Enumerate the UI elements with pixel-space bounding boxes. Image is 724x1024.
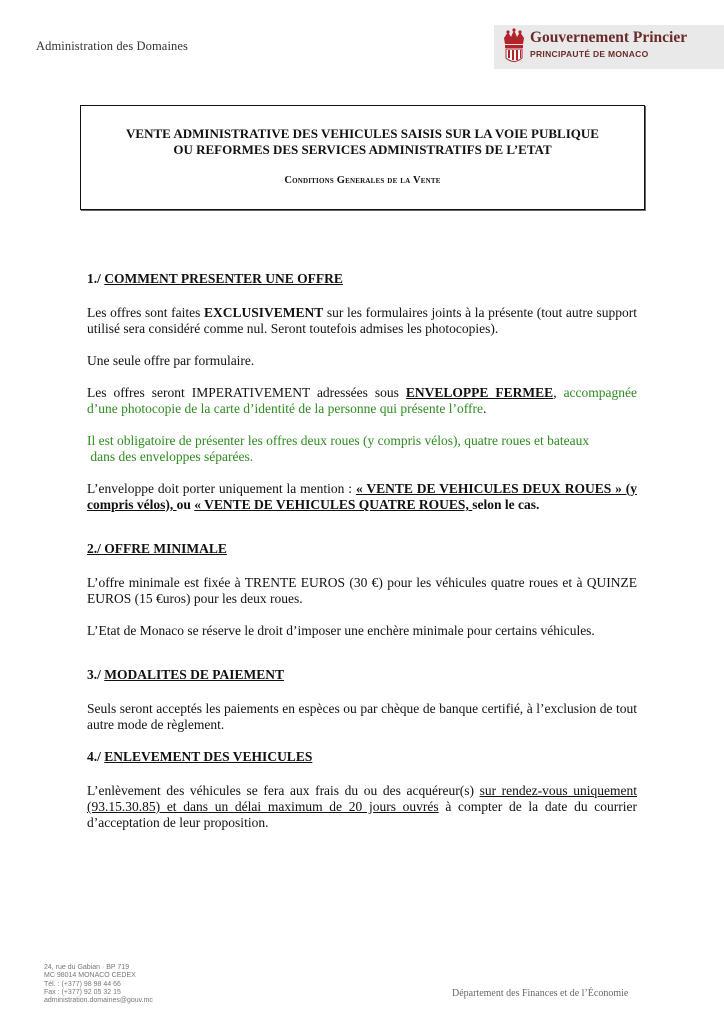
green-text: accompagnée d’une photocopie de la carte d’identité de la personne qui présente l’offre xyxy=(87,385,638,416)
text-span: à compter de la date du courrier d’acceptation de leur proposition. xyxy=(87,799,637,830)
government-logo xyxy=(494,25,724,69)
address-line: Fax : (+377) 92 05 32 15 xyxy=(44,988,121,996)
footer-department: Département des Finances et de l’Économie xyxy=(452,988,629,999)
section-1-number: 1./ xyxy=(87,271,105,286)
text-span: ou xyxy=(176,497,195,512)
footer-address xyxy=(44,964,153,1005)
text-span: Les offres sont faites xyxy=(87,305,204,320)
underlined-bold-text: « VENTE DE VEHICULES QUATRE ROUES, xyxy=(194,497,473,512)
header-administration: Administration des Domaines xyxy=(36,39,188,53)
section-1-paragraph-2: Une seule offre par formulaire. xyxy=(87,353,255,368)
text-span: , xyxy=(553,385,557,400)
section-4-paragraph-1 xyxy=(87,783,637,831)
text-span: L’enveloppe doit porter uniquement la mention : xyxy=(87,481,356,496)
section-4-title: ENLEVEMENT DES VEHICULES xyxy=(104,749,313,764)
document-body xyxy=(87,271,637,831)
text-span: selon le cas. xyxy=(472,497,540,512)
address-line: 24, rue du Gabian · BP 719 xyxy=(44,964,130,971)
section-1-paragraph-4 xyxy=(87,433,637,465)
section-1-title: COMMENT PRESENTER UNE OFFRE xyxy=(104,271,343,286)
subtitle: Conditions Generales de la Vente xyxy=(284,175,441,186)
emphasis-text: EXCLUSIVEMENT xyxy=(204,305,324,320)
section-1-paragraph-5 xyxy=(87,481,637,513)
text-span: L’enlèvement des véhicules se fera aux frais du ou des acquéreur(s) xyxy=(87,783,480,798)
section-2-paragraph-2: L’Etat de Monaco se réserve le droit d’imposer une enchère minimale pour certains véhicules. xyxy=(87,623,595,638)
section-3-heading xyxy=(87,667,637,683)
text-span: dans des enveloppes séparées. xyxy=(87,449,254,464)
address-line: administration.domaines@gouv.mc xyxy=(44,997,153,1005)
section-3-title: MODALITES DE PAIEMENT xyxy=(104,667,285,682)
section-1-paragraph-3 xyxy=(87,385,637,417)
section-3-number: 3./ xyxy=(87,667,105,682)
text-span: sur les formulaires joints à la présente (tout autre support utilisé sera considéré comme nul. Seront toutefois admises les photocopies). xyxy=(87,305,637,336)
section-1-paragraph-1 xyxy=(87,305,637,337)
text-span: . xyxy=(482,401,487,416)
emphasis-text: ENVELOPPE FERMEE xyxy=(405,385,554,400)
title-line-2: OU REFORMES DES SERVICES ADMINISTRATIFS DE L’ETAT xyxy=(173,142,552,157)
title-box xyxy=(80,105,645,210)
text-span: Les offres seront IMPERATIVEMENT adressées sous xyxy=(87,385,406,400)
section-2-heading: 2./ OFFRE MINIMALE xyxy=(87,541,227,556)
text-span: Il est obligatoire de présenter les offres deux roues (y compris vélos), quatre roues et bateaux xyxy=(87,433,590,448)
underlined-bold-text: « VENTE DE VEHICULES DEUX ROUES » (y compris vélos), xyxy=(87,481,637,512)
logo-subtitle: PRINCIPAUTÉ DE MONACO xyxy=(530,49,649,59)
title-line-1: VENTE ADMINISTRATIVE DES VEHICULES SAISIS SUR LA VOIE PUBLIQUE xyxy=(126,126,599,141)
section-1-heading xyxy=(87,271,637,287)
section-3-paragraph-1: Seuls seront acceptés les paiements en espèces ou par chèque de banque certifié, à l’exclusion de tout autre mode de règlement. xyxy=(87,701,637,732)
logo-title: Gouvernement Princier xyxy=(530,29,688,46)
crown-icon xyxy=(500,28,528,66)
section-4-heading xyxy=(87,749,637,765)
section-2-paragraph-1: L’offre minimale est fixée à TRENTE EUROS (30 €) pour les véhicules quatre roues et à QUINZE EUROS (15 €uros) pour les deux roues. xyxy=(87,575,637,606)
address-line: MC 98014 MONACO CEDEX xyxy=(44,972,136,980)
underlined-text: sur rendez-vous uniquement (93.15.30.85) et dans un délai maximum de 20 jours ouvrés xyxy=(87,783,637,814)
address-line: Tél. : (+377) 98 98 44 66 xyxy=(44,980,121,988)
section-4-number: 4./ xyxy=(87,749,105,764)
